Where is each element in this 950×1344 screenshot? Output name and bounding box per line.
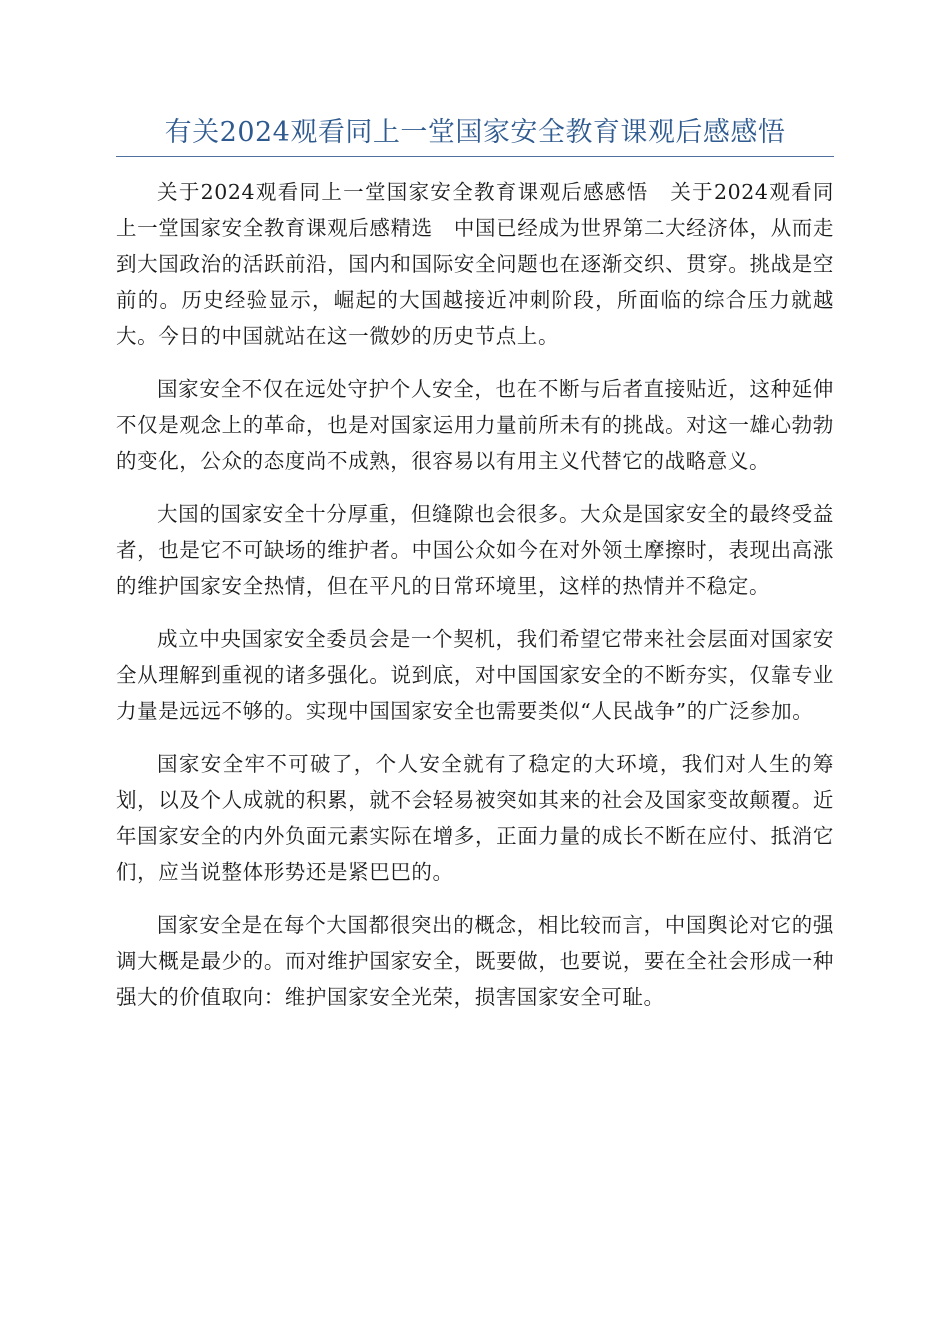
- paragraph-1: 关于2024观看同上一堂国家安全教育课观后感感悟 关于2024观看同上一堂国家安全教育课观后感精选 中国已经成为世界第二大经济体，从而走到大国政治的活跃前沿，国内和国际安全问题也在逐渐交织、贯穿。挑战是空前的。历史经验显示，崛起的大国越接近冲刺阶段，所面临的综合压力就越大。今日的中国就站在这一微妙的历史节点上。: [116, 180, 834, 348]
- paragraph-5: 国家安全牢不可破了，个人安全就有了稳定的大环境，我们对人生的筹划，以及个人成就的积累，就不会轻易被突如其来的社会及国家变故颠覆。近年国家安全的内外负面元素实际在增多，正面力量的成长不断在应付、抵消它们，应当说整体形势还是紧巴巴的。: [116, 752, 834, 884]
- paragraph-2: 国家安全不仅在远处守护个人安全，也在不断与后者直接贴近，这种延伸不仅是观念上的革命，也是对国家运用力量前所未有的挑战。对这一雄心勃勃的变化，公众的态度尚不成熟，很容易以有用主义代替它的战略意义。: [116, 377, 834, 473]
- document-body: [116, 174, 834, 1032]
- document-title: 有关2024观看同上一堂国家安全教育课观后感感悟: [164, 117, 786, 148]
- paragraph-6: 国家安全是在每个大国都很突出的概念，相比较而言，中国舆论对它的强调大概是最少的。而对维护国家安全，既要做，也要说，要在全社会形成一种强大的价值取向：维护国家安全光荣，损害国家安全可耻。: [116, 913, 834, 1009]
- paragraph-3: 大国的国家安全十分厚重，但缝隙也会很多。大众是国家安全的最终受益者，也是它不可缺场的维护者。中国公众如今在对外领土摩擦时，表现出高涨的维护国家安全热情，但在平凡的日常环境里，这样的热情并不稳定。: [116, 502, 834, 598]
- paragraph-4: 成立中央国家安全委员会是一个契机，我们希望它带来社会层面对国家安全从理解到重视的诸多强化。说到底，对中国国家安全的不断夯实，仅靠专业力量是远远不够的。实现中国国家安全也需要类似“人民战争”的广泛参加。: [116, 627, 834, 723]
- title-block: [116, 110, 834, 157]
